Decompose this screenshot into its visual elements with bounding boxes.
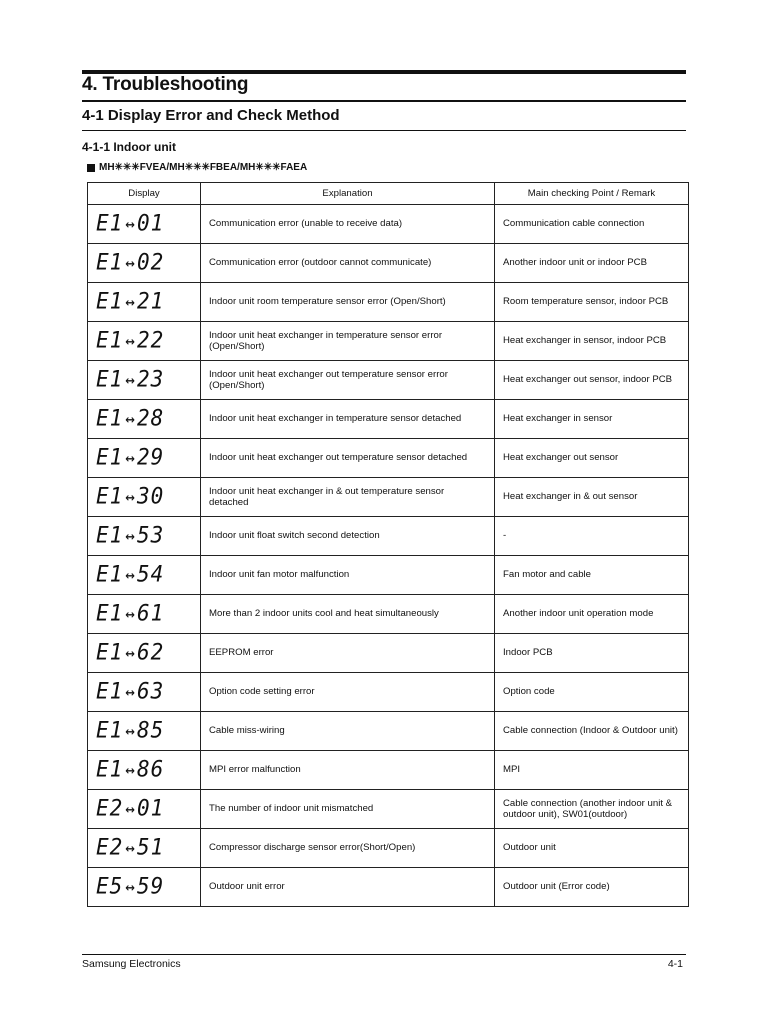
double-arrow-icon: ↔ xyxy=(125,330,135,351)
explanation-cell: Communication error (unable to receive data) xyxy=(201,205,495,244)
double-arrow-icon: ↔ xyxy=(125,759,135,780)
table-row xyxy=(88,712,689,751)
table-row xyxy=(88,205,689,244)
remark-cell: Option code xyxy=(495,673,689,712)
remark-cell: Outdoor unit (Error code) xyxy=(495,868,689,907)
explanation-cell: Compressor discharge sensor error(Short/Open) xyxy=(201,829,495,868)
code-left: E1 xyxy=(96,483,124,509)
explanation-cell: Option code setting error xyxy=(201,673,495,712)
double-arrow-icon: ↔ xyxy=(125,798,135,819)
footer-rule xyxy=(82,954,686,955)
remark-cell: Heat exchanger in & out sensor xyxy=(495,478,689,517)
error-table xyxy=(87,182,689,907)
code-right: 02 xyxy=(136,249,165,275)
remark-cell: Communication cable connection xyxy=(495,205,689,244)
code-right: 61 xyxy=(136,600,165,626)
square-bullet-icon xyxy=(87,164,95,172)
code-left: E1 xyxy=(96,327,124,353)
table-row xyxy=(88,283,689,322)
display-code xyxy=(88,478,201,517)
model-text: MH✳✳✳FVEA/MH✳✳✳FBEA/MH✳✳✳FAEA xyxy=(99,162,308,173)
code-left: E1 xyxy=(96,405,124,431)
display-code xyxy=(88,361,201,400)
display-code xyxy=(88,634,201,673)
double-arrow-icon: ↔ xyxy=(125,837,135,858)
code-left: E2 xyxy=(96,834,124,860)
explanation-cell: Communication error (outdoor cannot communicate) xyxy=(201,244,495,283)
code-right: 22 xyxy=(136,327,165,353)
remark-cell: Another indoor unit or indoor PCB xyxy=(495,244,689,283)
table-row xyxy=(88,244,689,283)
table-row xyxy=(88,790,689,829)
display-code xyxy=(88,751,201,790)
display-code xyxy=(88,244,201,283)
table-row xyxy=(88,439,689,478)
display-code xyxy=(88,517,201,556)
section-heading: 4-1 Display Error and Check Method xyxy=(82,107,340,124)
code-right: 01 xyxy=(136,795,165,821)
display-code xyxy=(88,322,201,361)
remark-cell: Heat exchanger in sensor, indoor PCB xyxy=(495,322,689,361)
double-arrow-icon: ↔ xyxy=(125,642,135,663)
remark-cell: Outdoor unit xyxy=(495,829,689,868)
remark-cell: Fan motor and cable xyxy=(495,556,689,595)
code-right: 85 xyxy=(136,717,165,743)
remark-cell: Room temperature sensor, indoor PCB xyxy=(495,283,689,322)
double-arrow-icon: ↔ xyxy=(125,369,135,390)
code-right: 62 xyxy=(136,639,165,665)
double-arrow-icon: ↔ xyxy=(125,486,135,507)
table-row xyxy=(88,634,689,673)
code-left: E1 xyxy=(96,366,124,392)
explanation-cell: More than 2 indoor units cool and heat simultaneously xyxy=(201,595,495,634)
explanation-cell: Indoor unit float switch second detection xyxy=(201,517,495,556)
page-number: 4-1 xyxy=(667,958,683,970)
remark-cell: Indoor PCB xyxy=(495,634,689,673)
display-code xyxy=(88,595,201,634)
code-left: E1 xyxy=(96,249,124,275)
header-remark: Main checking Point / Remark xyxy=(495,183,689,205)
header-explanation: Explanation xyxy=(201,183,495,205)
code-left: E2 xyxy=(96,795,124,821)
explanation-cell: Indoor unit heat exchanger out temperature sensor error (Open/Short) xyxy=(201,361,495,400)
code-left: E1 xyxy=(96,600,124,626)
display-code xyxy=(88,556,201,595)
double-arrow-icon: ↔ xyxy=(125,291,135,312)
display-code xyxy=(88,868,201,907)
explanation-cell: Cable miss-wiring xyxy=(201,712,495,751)
code-right: 86 xyxy=(136,756,165,782)
code-left: E1 xyxy=(96,210,124,236)
table-row xyxy=(88,478,689,517)
code-right: 23 xyxy=(136,366,165,392)
code-right: 54 xyxy=(136,561,165,587)
header-display: Display xyxy=(88,183,201,205)
table-row xyxy=(88,517,689,556)
table-row xyxy=(88,361,689,400)
code-left: E1 xyxy=(96,678,124,704)
display-code xyxy=(88,790,201,829)
table-row xyxy=(88,400,689,439)
table-row xyxy=(88,868,689,907)
code-right: 28 xyxy=(136,405,165,431)
code-left: E1 xyxy=(96,639,124,665)
double-arrow-icon: ↔ xyxy=(125,876,135,897)
double-arrow-icon: ↔ xyxy=(125,252,135,273)
explanation-cell: The number of indoor unit mismatched xyxy=(201,790,495,829)
footer-company: Samsung Electronics xyxy=(82,958,181,970)
remark-cell: MPI xyxy=(495,751,689,790)
display-code xyxy=(88,283,201,322)
explanation-cell: Indoor unit heat exchanger in temperature sensor detached xyxy=(201,400,495,439)
double-arrow-icon: ↔ xyxy=(125,213,135,234)
code-right: 53 xyxy=(136,522,165,548)
double-arrow-icon: ↔ xyxy=(125,525,135,546)
display-code xyxy=(88,400,201,439)
code-right: 30 xyxy=(136,483,165,509)
code-right: 29 xyxy=(136,444,165,470)
remark-cell: - xyxy=(495,517,689,556)
section-rule xyxy=(82,130,686,131)
double-arrow-icon: ↔ xyxy=(125,447,135,468)
explanation-cell: Indoor unit heat exchanger out temperature sensor detached xyxy=(201,439,495,478)
code-left: E1 xyxy=(96,756,124,782)
remark-cell: Heat exchanger in sensor xyxy=(495,400,689,439)
code-right: 51 xyxy=(136,834,165,860)
table-row xyxy=(88,673,689,712)
double-arrow-icon: ↔ xyxy=(125,564,135,585)
double-arrow-icon: ↔ xyxy=(125,720,135,741)
explanation-cell: Indoor unit fan motor malfunction xyxy=(201,556,495,595)
code-right: 63 xyxy=(136,678,165,704)
code-left: E1 xyxy=(96,561,124,587)
remark-cell: Heat exchanger out sensor xyxy=(495,439,689,478)
double-arrow-icon: ↔ xyxy=(125,408,135,429)
table-row xyxy=(88,556,689,595)
double-arrow-icon: ↔ xyxy=(125,681,135,702)
explanation-cell: Outdoor unit error xyxy=(201,868,495,907)
code-left: E1 xyxy=(96,522,124,548)
table-row xyxy=(88,829,689,868)
remark-cell: Cable connection (another indoor unit & outdoor unit), SW01(outdoor) xyxy=(495,790,689,829)
explanation-cell: Indoor unit heat exchanger in temperature sensor error (Open/Short) xyxy=(201,322,495,361)
display-code xyxy=(88,673,201,712)
explanation-cell: Indoor unit heat exchanger in & out temperature sensor detached xyxy=(201,478,495,517)
code-left: E1 xyxy=(96,717,124,743)
code-right: 59 xyxy=(136,873,165,899)
code-right: 01 xyxy=(136,210,165,236)
chapter-heading: 4. Troubleshooting xyxy=(82,74,249,95)
display-code xyxy=(88,712,201,751)
model-line xyxy=(87,162,307,173)
double-arrow-icon: ↔ xyxy=(125,603,135,624)
code-left: E1 xyxy=(96,444,124,470)
remark-cell: Heat exchanger out sensor, indoor PCB xyxy=(495,361,689,400)
display-code xyxy=(88,439,201,478)
code-right: 21 xyxy=(136,288,165,314)
table-row xyxy=(88,322,689,361)
table-header-row xyxy=(88,183,689,205)
display-code xyxy=(88,205,201,244)
explanation-cell: Indoor unit room temperature sensor error (Open/Short) xyxy=(201,283,495,322)
remark-cell: Another indoor unit operation mode xyxy=(495,595,689,634)
heading-rule xyxy=(82,100,686,102)
subsection-heading: 4-1-1 Indoor unit xyxy=(82,140,176,154)
table-row xyxy=(88,751,689,790)
explanation-cell: MPI error malfunction xyxy=(201,751,495,790)
explanation-cell: EEPROM error xyxy=(201,634,495,673)
display-code xyxy=(88,829,201,868)
code-left: E1 xyxy=(96,288,124,314)
remark-cell: Cable connection (Indoor & Outdoor unit) xyxy=(495,712,689,751)
code-left: E5 xyxy=(96,873,124,899)
table-row xyxy=(88,595,689,634)
